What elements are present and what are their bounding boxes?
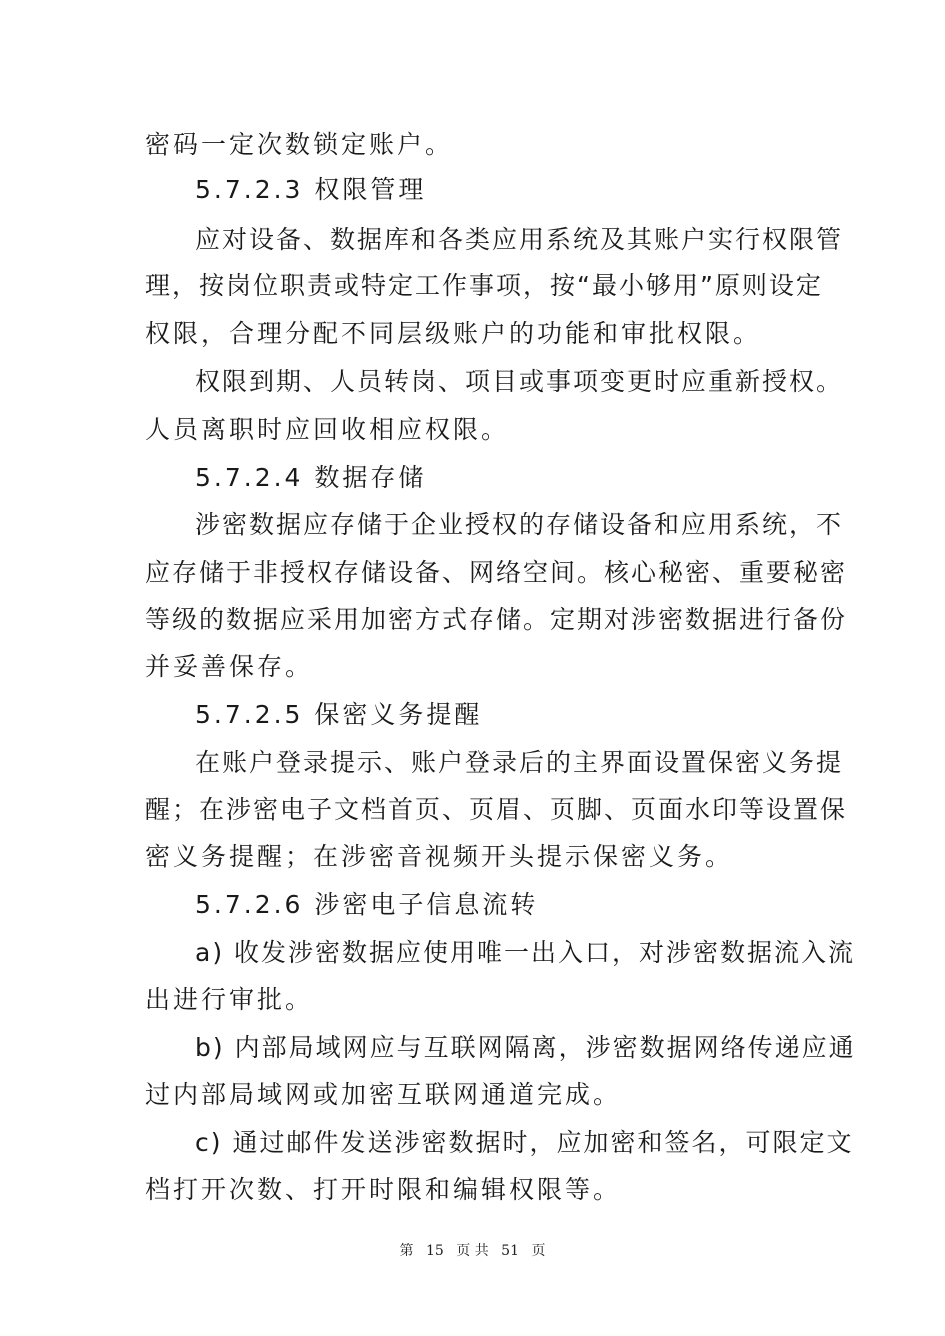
body-line: 权限到期、人员转岗、项目或事项变更时应重新授权。 — [195, 367, 844, 396]
section-heading: 5.7.2.4 数据存储 — [195, 463, 427, 492]
body-line: 密义务提醒；在涉密音视频开头提示保密义务。 — [145, 842, 734, 871]
body-line: 档打开次数、打开时限和编辑权限等。 — [145, 1175, 622, 1204]
body-line: 等级的数据应采用加密方式存储。定期对涉密数据进行备份 — [145, 605, 848, 634]
page-footer — [0, 1240, 945, 1260]
body-line: 理，按岗位职责或特定工作事项，按“最小够用”原则设定 — [145, 271, 823, 300]
body-line: a) 收发涉密数据应使用唯一出入口，对涉密数据流入流 — [195, 938, 856, 967]
body-line: 密码一定次数锁定账户。 — [145, 130, 454, 159]
footer-mid: 页 共 — [456, 1243, 489, 1259]
section-heading: 5.7.2.6 涉密电子信息流转 — [195, 890, 539, 919]
body-line: 权限，合理分配不同层级账户的功能和审批权限。 — [145, 319, 762, 348]
body-line: 应存储于非授权存储设备、网络空间。核心秘密、重要秘密 — [145, 558, 848, 587]
body-line: b) 内部局域网应与互联网隔离，涉密数据网络传递应通 — [195, 1033, 856, 1062]
footer-page-number: 15 — [425, 1243, 444, 1259]
body-line: 应对设备、数据库和各类应用系统及其账户实行权限管 — [195, 225, 844, 254]
footer-suffix: 页 — [531, 1243, 546, 1259]
footer-prefix: 第 — [399, 1243, 414, 1259]
footer-total-pages: 51 — [501, 1243, 519, 1259]
body-line: 人员离职时应回收相应权限。 — [145, 415, 510, 444]
body-line: 醒；在涉密电子文档首页、页眉、页脚、页面水印等设置保 — [145, 795, 848, 824]
section-heading: 5.7.2.3 权限管理 — [195, 175, 427, 204]
section-heading: 5.7.2.5 保密义务提醒 — [195, 700, 483, 729]
body-line: 涉密数据应存储于企业授权的存储设备和应用系统，不 — [195, 510, 844, 539]
body-line: c) 通过邮件发送涉密数据时，应加密和签名，可限定文 — [195, 1128, 854, 1157]
body-line: 在账户登录提示、账户登录后的主界面设置保密义务提 — [195, 748, 844, 777]
body-line: 过内部局域网或加密互联网通道完成。 — [145, 1080, 622, 1109]
body-line: 并妥善保存。 — [145, 652, 314, 681]
body-line: 出进行审批。 — [145, 985, 314, 1014]
